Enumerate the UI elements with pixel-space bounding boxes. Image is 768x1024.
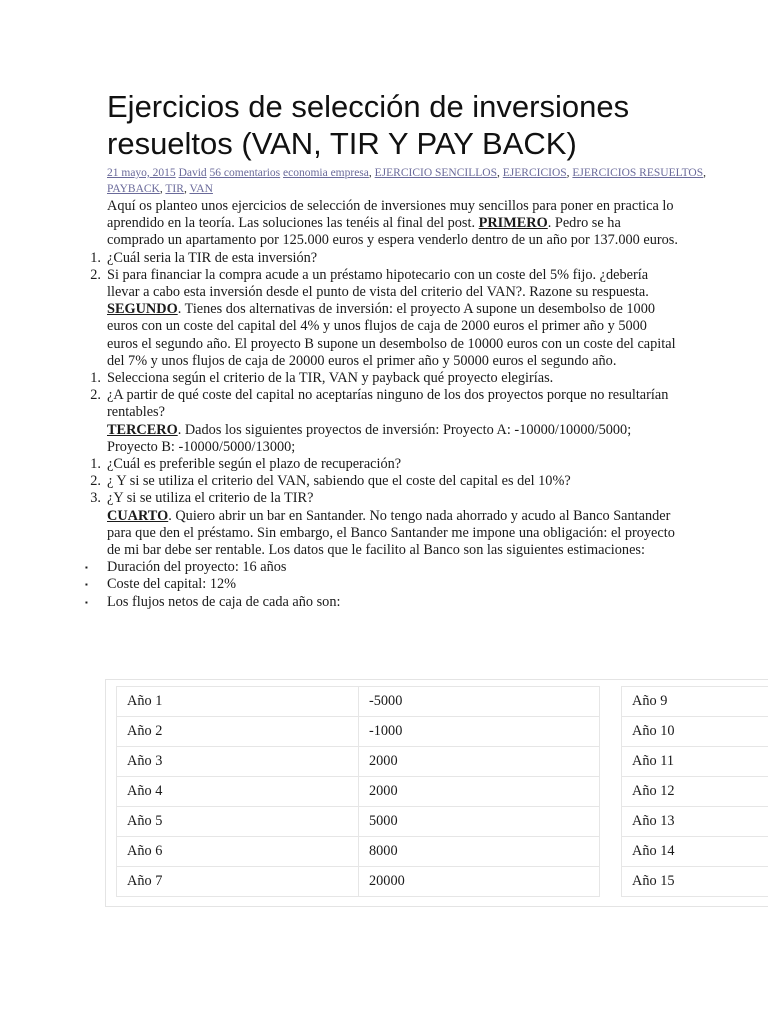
exercise-primero (107, 198, 681, 250)
flow-cell: -5000 (359, 686, 600, 717)
table-row (116, 717, 600, 747)
bullet-icon: ▪ (85, 597, 88, 607)
flow-cell: 5000 (359, 807, 600, 837)
category-link[interactable]: VAN (189, 183, 213, 195)
estimates-list (85, 559, 681, 611)
year-cell: Año 9 (621, 686, 768, 717)
year-cell: Año 13 (621, 807, 768, 837)
table-row (116, 807, 600, 837)
category-link[interactable]: EJERCICIOS (502, 167, 567, 179)
exercise-text: . Tienes dos alternativas de inversión: el proyecto A supone un desembolso de 1000 euros con un coste del capital del 4% y unos flujos de caja de 2000 euros el primer año y 5000 euros el segundo año. El proyecto B supone un desembolso de 10000 euros con un coste del capital del 7% y unos flujos de caja de 20000 euros el primer año y 50000 euros el segundo año. (107, 301, 676, 369)
year-cell: Año 7 (116, 867, 359, 897)
table-row (116, 867, 600, 897)
table-row (621, 807, 768, 837)
year-cell: Año 5 (116, 807, 359, 837)
table-row (621, 777, 768, 807)
exercise-label: PRIMERO (478, 215, 548, 232)
article-body (85, 198, 681, 611)
bullet-icon: ▪ (85, 580, 88, 590)
list-item: ▪ Los flujos netos de caja de cada año son: (85, 593, 341, 610)
questions-list (90, 456, 681, 559)
year-cell: Año 4 (116, 777, 359, 807)
table-row (621, 837, 768, 867)
list-item: 1. Selecciona según el criterio de la TIR, VAN y payback qué proyecto elegirías. (90, 370, 554, 387)
list-item: 2. ¿A partir de qué coste del capital no aceptarías ninguno de los dos proyectos porque no resultarían rentables? TERCERO. Dados los siguientes proyectos de inversión: Proyecto A: -10000/10000/5000; Proyecto B: -10000/5000/13000; (107, 387, 681, 456)
table-row (116, 777, 600, 807)
year-cell: Año 2 (116, 717, 359, 747)
exercise-label: CUARTO (107, 507, 169, 524)
post-meta: 21 mayo, 2015 David 56 comentarios economia empresa, EJERCICIO SENCILLOS, EJERCICIOS, EJERCICIOS RESUELTOS, PAYBACK, TIR, VAN (107, 167, 706, 195)
exercise-label: SEGUNDO (107, 301, 178, 318)
table-row (116, 747, 600, 777)
post-comments-link[interactable]: 56 comentarios (209, 167, 281, 179)
questions-list (90, 370, 681, 456)
list-item: ▪ Duración del proyecto: 16 años (85, 559, 287, 576)
table-row (621, 747, 768, 777)
category-link[interactable]: PAYBACK (107, 183, 160, 195)
intro-text: Aquí os planteo unos ejercicios de selección de inversiones muy sencillos para poner en practica lo aprendido en la teoría. Las soluciones las tenéis al final del post. (107, 198, 674, 232)
list-item: 3. ¿Y si se utiliza el criterio de la TIR? CUARTO. Quiero abrir un bar en Santander. No tengo nada ahorrado y acudo al Banco Santander para que den el préstamo. Sin embargo, el Banco Santander me impone una obligación: el proyecto de mi bar debe ser rentable. Los datos que le facilito al Banco son las siguientes estimaciones: (107, 490, 681, 559)
list-item: 2. Si para financiar la compra acude a un préstamo hipotecario con un coste del 5% fijo. ¿debería llevar a cabo esta inversión desde el punto de vista del criterio del VAN?. Razone su respuesta. SEGUNDO. Tienes dos alternativas de inversión: el proyecto A supone un desembolso de 1000 euros con un coste del capital del 4% y unos flujos de caja de 2000 euros el primer año y 5000 euros el segundo año. El proyecto B supone un desembolso de 10000 euros con un coste del capital del 7% y unos flujos de caja de 20000 euros el primer año y 50000 euros el segundo año. (107, 267, 681, 370)
exercise-cuarto (107, 508, 681, 560)
exercise-label: TERCERO (107, 421, 178, 438)
table-row (621, 867, 768, 897)
year-cell: Año 14 (621, 837, 768, 867)
year-cell: Año 1 (116, 686, 359, 717)
cash-flow-table-left (116, 686, 600, 897)
flow-cell: -1000 (359, 717, 600, 747)
table-row (116, 837, 600, 867)
questions-list (90, 249, 681, 370)
flow-cell: 2000 (359, 747, 600, 777)
year-cell: Año 11 (621, 747, 768, 777)
exercise-tercero (107, 422, 681, 456)
article-title: Ejercicios de selección de inversiones resueltos (VAN, TIR Y PAY BACK) (107, 89, 630, 161)
exercise-segundo (107, 301, 681, 370)
flow-cell: 2000 (359, 777, 600, 807)
year-cell: Año 12 (621, 777, 768, 807)
cash-flow-table-right (621, 686, 768, 897)
post-date-link[interactable]: 21 mayo, 2015 (107, 167, 176, 179)
list-item: ▪ Coste del capital: 12% (85, 576, 237, 593)
list-item: 2. ¿ Y si se utiliza el criterio del VAN, sabiendo que el coste del capital es del 10%? (90, 473, 571, 490)
post-author-link[interactable]: David (178, 167, 207, 179)
year-cell: Año 3 (116, 747, 359, 777)
category-link[interactable]: economia empresa (283, 167, 369, 179)
flow-cell: 8000 (359, 837, 600, 867)
exercise-text: . Quiero abrir un bar en Santander. No tengo nada ahorrado y acudo al Banco Santander para que den el préstamo. Sin embargo, el Banco Santander me impone una obligación: el proyecto de mi bar debe ser rentable. Los datos que le facilito al Banco son las siguientes estimaciones: (107, 507, 675, 559)
category-link[interactable]: EJERCICIO SENCILLOS (374, 167, 497, 179)
exercise-text: . Dados los siguientes proyectos de inversión: Proyecto A: -10000/10000/5000; Proyecto B: -10000/5000/13000; (107, 421, 632, 455)
exercise-text: . Pedro se ha comprado un apartamento por 125.000 euros y espera venderlo dentro de un año por 137.000 euros. (107, 215, 678, 249)
year-cell: Año 10 (621, 717, 768, 747)
year-cell: Año 6 (116, 837, 359, 867)
category-link[interactable]: EJERCICIOS RESUELTOS (572, 167, 704, 179)
table-row (621, 686, 768, 717)
year-cell: Año 15 (621, 867, 768, 897)
bullet-icon: ▪ (85, 563, 88, 573)
table-row (621, 717, 768, 747)
flow-cell: 20000 (359, 867, 600, 897)
category-link[interactable]: TIR (165, 183, 184, 195)
list-item: 1. ¿Cuál seria la TIR de esta inversión? (90, 249, 318, 266)
list-item: 1. ¿Cuál es preferible según el plazo de recuperación? (90, 456, 402, 473)
table-row (116, 686, 600, 717)
